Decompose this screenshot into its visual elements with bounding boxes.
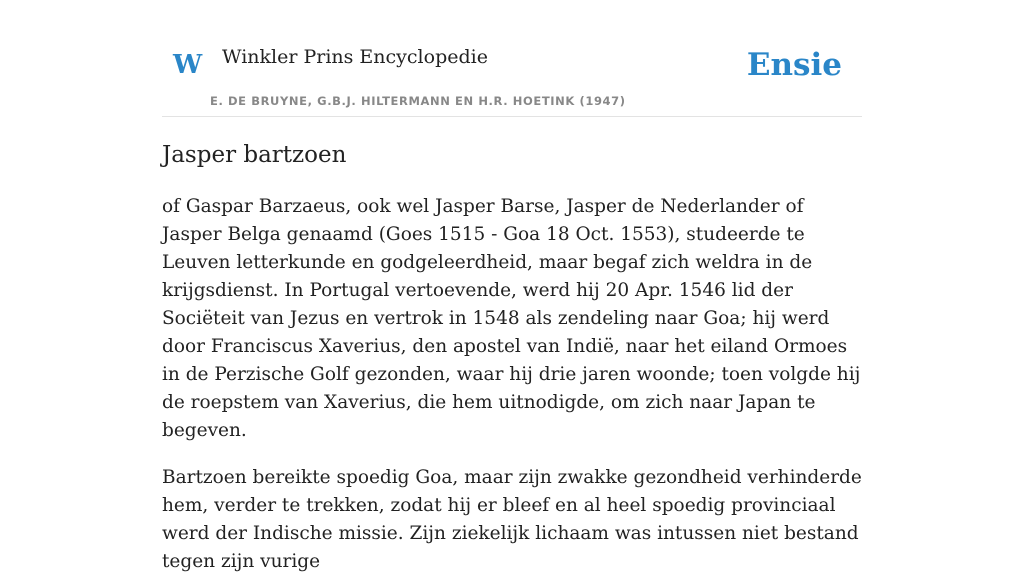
entry-title: Jasper bartzoen [162,142,347,168]
entry-paragraph-1: of Gaspar Barzaeus, ook wel Jasper Barse, Jasper de Nederlander of Jasper Belga genaamd (Goes 1515 - Goa 18 Oct. 1553), studeerde te Leuven letterkunde en godgeleerdheid, maar begaf zich weldra in de krijgsdienst. In Portugal vertoevende, werd hij 20 Apr. 1546 lid der Sociëteit van Jezus en vertrok in 1548 als zendeling naar Goa; hij werd door Franciscus Xaverius, den apostel van Indië, naar het eiland Ormoes in de Perzische Golf gezonden, waar hij drie jaren woonde; toen volgde hij de roepstem van Xaverius, die hem uitnodigde, om zich naar Japan te begeven. [162,195,861,441]
page [162,0,862,576]
book-authors: E. DE BRUYNE, G.B.J. HILTERMANN EN H.R. HOETINK (1947) [210,94,626,108]
book-logo-icon[interactable]: W [173,50,203,80]
header [162,0,862,117]
book-title[interactable]: Winkler Prins Encyclopedie [222,46,488,68]
entry-paragraph-2: Bartzoen bereikte spoedig Goa, maar zijn zwakke gezondheid verhinderde hem, verder te trekken, zodat hij er bleef en al heel spoedig provinciaal werd der Indische missie. Zijn ziekelijk lichaam was intussen niet bestand tegen zijn vurige [162,466,862,572]
ensie-logo-link[interactable]: Ensie [746,47,842,83]
